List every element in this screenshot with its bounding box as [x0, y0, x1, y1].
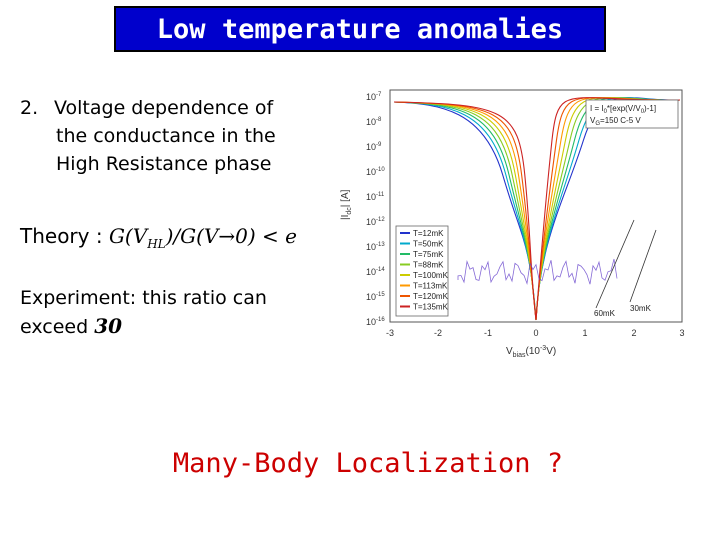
y-tick-label: $10^{-11}$ — [366, 192, 385, 202]
y-tick-label: $10^{-9}$ — [366, 142, 382, 152]
title-banner — [114, 6, 606, 52]
y-tick-label: $10^{-14}$ — [366, 267, 385, 277]
y-tick-label: $10^{-12}$ — [366, 217, 385, 227]
experiment-line-1: Experiment: this ratio can — [20, 287, 267, 309]
legend-label: T=88mK — [413, 260, 444, 270]
point-line-2: the conductance in the — [56, 125, 276, 147]
legend-label: T=113mK — [413, 281, 448, 291]
y-tick-label: $10^{-15}$ — [366, 292, 385, 302]
formula-line-1: $I = I_0*[\exp(V/V_0)-1]$ — [590, 104, 657, 115]
legend-label: T=135mK — [413, 302, 448, 312]
formula-part-c: 0) < e — [235, 224, 297, 248]
legend-label: T=75mK — [413, 250, 444, 259]
formula-subscript: HL — [147, 237, 166, 251]
y-axis-label: $|I_{dc}|$ [A] — [340, 189, 353, 220]
legend-label: T=12mK — [413, 229, 444, 238]
legend-label: T=120mK — [413, 292, 448, 301]
legend-label: T=100mK — [413, 271, 448, 280]
arrow-icon: → — [218, 224, 236, 248]
y-tick-label: $10^{-7}$ — [366, 92, 382, 102]
x-tick-label: -2 — [433, 328, 443, 338]
conclusion — [0, 448, 720, 479]
x-tick-label: 1 — [582, 328, 588, 338]
x-tick-label: -3 — [385, 328, 395, 338]
experiment-line-2: exceed — [20, 316, 89, 338]
formula-part-b: )/G(V — [165, 224, 219, 248]
point-two — [20, 94, 276, 178]
point-number: 2. — [20, 97, 39, 119]
point-line-3: High Resistance phase — [56, 153, 272, 175]
experiment-value: 30 — [94, 314, 123, 338]
y-tick-label: $10^{-16}$ — [366, 317, 385, 327]
annotation-60mk: 60mK — [594, 309, 615, 318]
conclusion-text: Many-Body Localization ? — [172, 448, 564, 479]
x-tick-label: 0 — [533, 328, 539, 338]
iv-figure — [338, 80, 710, 370]
y-tick-label: $10^{-13}$ — [366, 242, 385, 252]
x-tick-label: -1 — [483, 328, 493, 338]
theory-label: Theory : — [20, 224, 103, 248]
x-tick-label: 3 — [679, 328, 685, 338]
annotation-30mk: 30mK — [630, 304, 651, 313]
x-tick-label: 2 — [631, 328, 637, 338]
theory-formula — [108, 224, 297, 251]
formula-part-a: G(V — [108, 224, 148, 248]
slide-title: Low temperature anomalies — [156, 13, 564, 45]
experiment-statement — [20, 284, 267, 341]
formula-line-2: $V_G=150$ C-5 V — [590, 116, 641, 127]
y-tick-label: $10^{-10}$ — [366, 167, 385, 177]
point-line-1: Voltage dependence of — [54, 97, 274, 119]
x-axis-label: $V_{bias}(10^{-3}V)$ — [506, 345, 557, 359]
y-tick-label: $10^{-8}$ — [366, 117, 382, 127]
legend-label: T=50mK — [413, 239, 444, 249]
theory-statement — [20, 224, 297, 251]
